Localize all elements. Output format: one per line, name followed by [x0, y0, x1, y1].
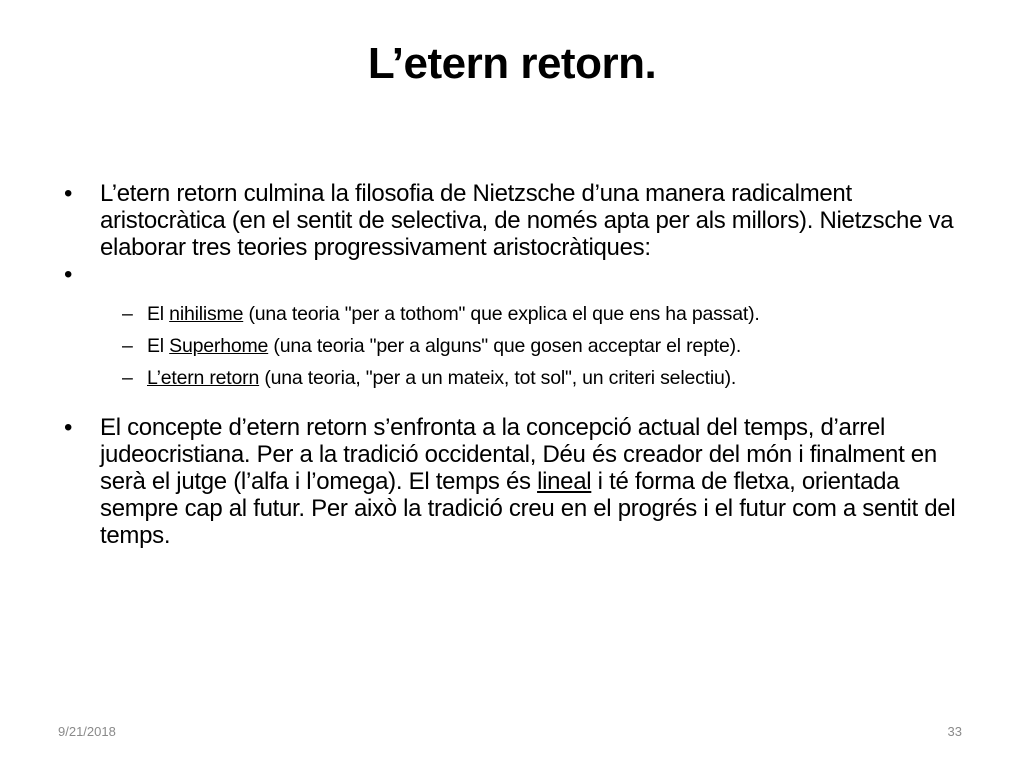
- bullet-item-1: [60, 180, 980, 261]
- sub-text-pre: El: [147, 335, 170, 357]
- slide-title: L’etern retorn.: [367, 39, 657, 88]
- sub-text-post: (una teoria "per a alguns" que gosen acceptar el repte).: [268, 335, 742, 357]
- bullet-item-empty: [60, 261, 980, 288]
- dash-marker: –: [122, 303, 133, 325]
- bullet-marker: •: [64, 414, 73, 441]
- bullet-text-pre: El concepte d’etern retorn s’enfronta a la concepció actual del temps, d’arrel judeocristiana. Per a la tradició occidental, Déu és creador del món i finalment en serà el jutge (l’alfa i l’omega). El temps és: [100, 414, 937, 495]
- footer-page-number: 33: [947, 724, 962, 739]
- sub-bullet-superhome: [122, 334, 980, 358]
- sub-bullet-nihilisme: [122, 302, 980, 326]
- underlined-term: nihilisme: [169, 303, 244, 325]
- bullet-text: L’etern retorn culmina la filosofia de Nietzsche d’una manera radicalment aristocràtica (en el sentit de selectiva, de només apta per als millors). Nietzsche va elaborar tres teories progressivament aristocràtiques:: [100, 180, 954, 261]
- sub-text-post: (una teoria "per a tothom" que explica el que ens ha passat).: [243, 303, 760, 325]
- footer-date: 9/21/2018: [58, 724, 116, 739]
- bullet-marker: •: [64, 180, 73, 207]
- sub-text-pre: El: [147, 303, 170, 325]
- dash-marker: –: [122, 335, 133, 357]
- underlined-term: Superhome: [169, 335, 269, 357]
- bullet-item-2: [60, 414, 980, 549]
- slide-content: [60, 180, 980, 549]
- sub-bullet-etern-retorn: [122, 366, 980, 390]
- bullet-marker: •: [64, 261, 73, 288]
- bullet-text-post: i té forma de fletxa, orientada sempre cap al futur. Per això la tradició creu en el progrés i el futur com a sentit del temps.: [100, 468, 956, 549]
- sub-text-post: (una teoria, "per a un mateix, tot sol", un criteri selectiu).: [259, 367, 737, 389]
- dash-marker: –: [122, 367, 133, 389]
- sub-bullet-list: [122, 302, 980, 390]
- underlined-term: L’etern retorn: [147, 367, 260, 389]
- underlined-term-lineal: lineal: [537, 468, 592, 495]
